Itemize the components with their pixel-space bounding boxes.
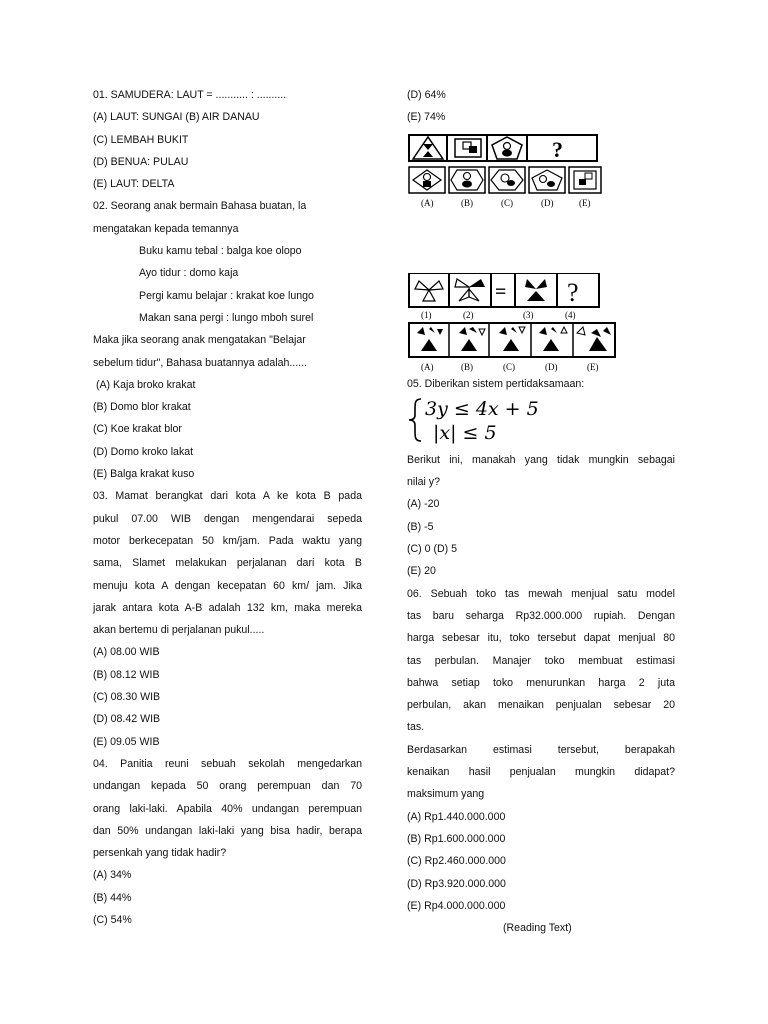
pentagon-shape xyxy=(492,137,522,159)
question-06-line-end: tas. xyxy=(407,721,425,734)
inequality-system-svg xyxy=(407,395,567,445)
q06-option-d: (D) Rp3.920.000.000 xyxy=(407,877,506,890)
q03-option-b: (B) 08.12 WIB xyxy=(93,668,160,681)
question-06-line: bahwa setiap toko menurunkan harga 2 juta xyxy=(407,676,675,689)
q02-question-line: sebelum tidur", Bahasa buatannya adalah...... xyxy=(93,356,308,369)
pattern-cell-2 xyxy=(455,279,485,301)
q06-question-line: Berdasarkan estimasi tersebut, berapakah xyxy=(407,743,675,756)
q02-option-b: (B) Domo blor krakat xyxy=(93,401,191,414)
q05-option-e: (E) 20 xyxy=(407,565,436,578)
question-03-line: 03. Mamat berangkat dari kota A ke kota B pada xyxy=(93,490,362,503)
q02-example: Makan sana pergi : lungo mboh surel xyxy=(139,311,314,324)
question-06-line: perbulan, akan menaikan penjualan sebesar 20 xyxy=(407,699,675,712)
question-04-line: undangan kepada 50 orang perempuan dan 70 xyxy=(93,780,362,793)
q01-option-d: (D) BENUA: PULAU xyxy=(93,155,189,168)
q02-option-e: (E) Balga krakat kuso xyxy=(93,468,195,481)
figure-shape-analogy xyxy=(407,133,675,213)
left-column xyxy=(93,84,362,931)
inequality-2: |x| ≤ 5 xyxy=(433,421,497,444)
q04-option-e: (E) 74% xyxy=(407,111,446,124)
inequality-system xyxy=(407,395,675,447)
q01-option-e: (E) LAUT: DELTA xyxy=(93,178,175,191)
question-03-line: akan bertemu di perjalanan pukul..... xyxy=(93,624,265,637)
question-06-line: tas perbulan. Manajer toko membuat estimasi xyxy=(407,654,675,667)
q05-question-line: nilai y? xyxy=(407,476,440,489)
question-04-line: orang laki-laki. Apabila 40% undangan perempuan xyxy=(93,802,362,815)
question-03-line: sama, Slamet melakukan perjalanan dari kota B xyxy=(93,557,362,570)
figure2-label: (D) xyxy=(545,361,558,372)
q06-option-b: (B) Rp1.600.000.000 xyxy=(407,832,506,845)
pattern-options-row xyxy=(417,323,611,357)
figure1-label: (D) xyxy=(541,197,554,208)
reading-text-footer: (Reading Text) xyxy=(503,922,572,935)
q04-option-d: (D) 64% xyxy=(407,89,446,101)
q02-option-d: (D) Domo kroko lakat xyxy=(93,445,194,458)
figure-pattern-series-svg xyxy=(407,273,617,379)
q06-question-line: kenaikan hasil penjualan mungkin didapat? xyxy=(407,766,675,779)
figure1-label: (B) xyxy=(461,197,473,208)
square-with-squares-shape xyxy=(455,139,481,157)
right-column xyxy=(407,84,675,939)
q02-option-c: (C) Koe krakat blor xyxy=(93,423,182,436)
figure2-equals-sign: = xyxy=(495,280,507,303)
question-02-intro-line: 02. Seorang anak bermain Bahasa buatan, la xyxy=(93,200,307,213)
figure1-question-mark: ? xyxy=(552,136,563,162)
q01-option-c: (C) LEMBAH BUKIT xyxy=(93,133,189,146)
figure1-label: (A) xyxy=(421,197,434,208)
question-01-stem: 01. SAMUDERA: LAUT = ........... : .......... xyxy=(93,89,287,101)
question-03-line: pukul 07.00 WIB dengan mengendarai sepeda xyxy=(93,512,362,525)
pattern-cell-3 xyxy=(525,279,547,301)
pattern-cell-1 xyxy=(415,281,443,301)
q05-option-b: (B) -5 xyxy=(407,520,434,533)
triangle-hourglass-shape xyxy=(413,137,443,159)
q03-option-a: (A) 08.00 WIB xyxy=(93,646,160,659)
figure2-top-label: (4) xyxy=(565,309,576,320)
option-shapes-row xyxy=(409,167,601,193)
figure2-top-label: (1) xyxy=(421,309,432,320)
question-06-line: tas baru seharga Rp32.000.000 rupiah. Dengan xyxy=(407,609,675,622)
q03-option-e: (E) 09.05 WIB xyxy=(93,735,160,748)
figure2-top-label: (3) xyxy=(523,309,534,320)
figure2-question-mark: ? xyxy=(567,277,579,307)
q01-option-ab: (A) LAUT: SUNGAI (B) AIR DANAU xyxy=(93,111,260,124)
q06-option-e: (E) Rp4.000.000.000 xyxy=(407,899,506,912)
inequality-1: 3y ≤ 4x + 5 xyxy=(425,397,539,420)
q05-option-a: (A) -20 xyxy=(407,498,440,511)
q05-option-cd: (C) 0 (D) 5 xyxy=(407,543,458,556)
question-03-line: menuju kota A dengan kecepatan 60 km/ jam. Jika xyxy=(93,579,362,592)
figure2-top-label: (2) xyxy=(463,309,474,320)
figure2-label: (B) xyxy=(461,361,473,372)
figure1-label: (E) xyxy=(579,197,591,208)
figure2-label: (C) xyxy=(503,361,515,372)
q02-option-a: (A) Kaja broko krakat xyxy=(93,378,196,391)
figure-shape-analogy-svg xyxy=(407,133,607,211)
q03-option-c: (C) 08.30 WIB xyxy=(93,691,161,704)
q02-example: Pergi kamu belajar : krakat koe lungo xyxy=(139,289,314,302)
figure-pattern-series xyxy=(407,273,675,381)
question-04-line: 04. Panitia reuni sebuah sekolah mengedarkan xyxy=(93,757,362,770)
q06-option-c: (C) Rp2.460.000.000 xyxy=(407,855,506,868)
q04-option-b: (B) 44% xyxy=(93,891,132,904)
q02-example: Ayo tidur : domo kaja xyxy=(139,267,239,280)
q04-option-a: (A) 34% xyxy=(93,869,132,882)
q06-question-end: maksimum yang xyxy=(407,788,485,801)
figure2-label: (E) xyxy=(587,361,599,372)
question-04-line: dan 50% undangan laki-laki yang bisa hadir, berapa xyxy=(93,824,362,837)
question-04-line: persenkah yang tidak hadir? xyxy=(93,847,227,860)
q05-question-line: Berikut ini, manakah yang tidak mungkin sebagai xyxy=(407,453,675,466)
question-05-stem: 05. Diberikan sistem pertidaksamaan: xyxy=(407,377,585,390)
question-06-line: 06. Sebuah toko tas mewah menjual satu model xyxy=(407,587,675,600)
question-03-line: motor berkecepatan 50 km/jam. Pada waktu yang xyxy=(93,534,362,547)
q02-question-line: Maka jika seorang anak mengatakan "Belajar xyxy=(93,334,306,347)
q03-option-d: (D) 08.42 WIB xyxy=(93,713,161,726)
q06-option-a: (A) Rp1.440.000.000 xyxy=(407,810,506,823)
figure2-label: (A) xyxy=(421,361,434,372)
question-02-intro-line: mengatakan kepada temannya xyxy=(93,222,239,235)
q04-option-c: (C) 54% xyxy=(93,913,132,926)
question-06-line: harga sebesar itu, toko tersebut dapat menjual 80 xyxy=(407,632,675,645)
question-03-line: jarak antara kota A-B adalah 132 km, maka mereka xyxy=(93,601,362,614)
figure1-label: (C) xyxy=(501,197,513,208)
q02-example: Buku kamu tebal : balga koe olopo xyxy=(139,245,302,258)
